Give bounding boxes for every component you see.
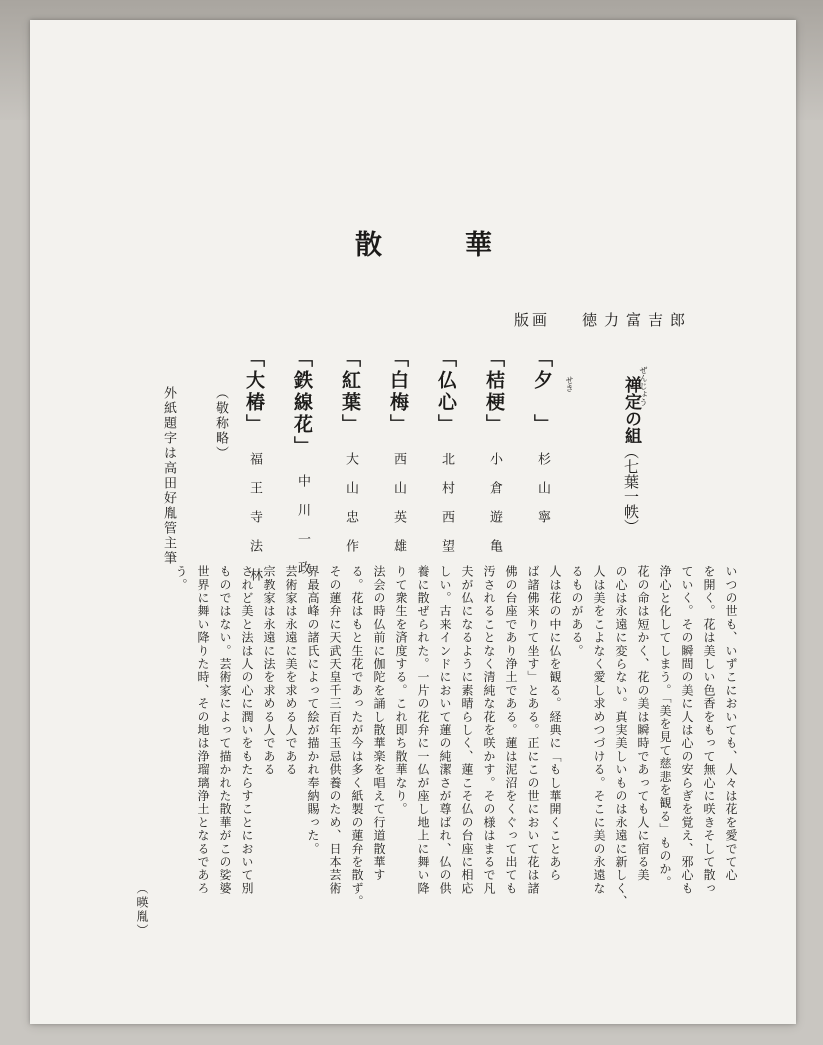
- essay-line: しい。古来インドにおいて蓮の純潔さが尊ばれ、仏の供: [438, 565, 452, 895]
- essay-line: 浄心と化してしまう。「美を見て慈悲を観る」ものか。: [658, 565, 672, 889]
- byline-role: 版画: [514, 311, 551, 329]
- paper-sheet: [30, 20, 796, 1024]
- page-title: 散 華: [355, 230, 520, 261]
- essay-line: 芸術家は永遠に美を求める人である: [284, 565, 298, 777]
- work-artist: 中川一政: [295, 474, 310, 590]
- essay-line: 宗教家は永遠に法を求める人である: [262, 565, 276, 777]
- work-ruby: せき: [565, 376, 574, 392]
- essay-line: りて衆生を済度する。これ即ち散華なり。: [394, 565, 408, 816]
- essay-line: されど美と法は人の心に潤いをもたらすことにおいて別: [240, 565, 254, 895]
- work-artist: 福王寺法林: [247, 452, 262, 597]
- works-list: [230, 348, 566, 597]
- signature: （暎胤）: [135, 882, 149, 938]
- set-name: 禅定の組: [621, 376, 641, 444]
- work-title: 「紅葉」: [339, 348, 361, 436]
- essay-line: を開く。花は美しい色香をもって無心に咲きそして散っ: [702, 565, 716, 895]
- essay-body: [170, 565, 742, 909]
- byline: [514, 309, 692, 330]
- essay-line: ていく。その瞬間の美に人は心の安らぎを覚え、邪心も: [680, 565, 694, 895]
- essay-line: 世界に舞い降りた時、その地は浄瑠璃浄土となるであろ: [196, 565, 210, 895]
- essay-line: るものがある。: [570, 565, 584, 658]
- work-title: 「大椿」: [243, 348, 265, 436]
- essay-line: 佛の台座であり浄土である。蓮は泥沼をくぐって出ても: [504, 565, 518, 895]
- essay-line: 汚されることなく清純な花を咲かす。その様はまるで凡: [482, 565, 496, 895]
- byline-artist: 徳力富吉郎: [582, 311, 693, 329]
- work-title: 「鉄線花」: [291, 348, 313, 458]
- essay-line: 界最高峰の諸氏によって絵が描かれ奉納賜った。: [306, 565, 320, 856]
- essay-line: 養に散ぜられた。一片の花弁に一仏が座し地上に舞い降: [416, 565, 430, 895]
- work-title: 「白梅」: [387, 348, 409, 436]
- essay-line: ものではない。芸術家によって描かれた散華がこの娑婆: [218, 565, 232, 895]
- essay-line: の心は永遠に変らない。真実美しいものは永遠に新しく、: [614, 565, 628, 909]
- set-ruby: ぜんじょう: [639, 366, 648, 406]
- work-artist: 北村西望: [439, 452, 454, 568]
- work-title: 「桔梗」: [483, 348, 505, 436]
- honorific-note: （敬称略）: [213, 386, 228, 461]
- calligraphy-credit: 外紙題字は高田好胤管主筆: [161, 386, 176, 566]
- work-artist: 西山英雄: [391, 452, 406, 568]
- work-title: 「夕 」: [531, 348, 553, 436]
- set-note: （七葉一帙）: [622, 444, 640, 534]
- essay-line: 法会の時仏前に伽陀を誦し散華楽を唱えて行道散華す: [372, 565, 386, 882]
- essay-line: ば諸佛来りて坐す」とある。正にこの世において花は諸: [526, 565, 540, 895]
- essay-line: その蓮弁に天武天皇千三百年玉忌供養のため、日本芸術: [328, 565, 342, 895]
- essay-line: 花の命は短かく、花の美は瞬時であっても人に宿る美: [636, 565, 650, 882]
- essay-line: 夫が仏になるように素晴らしく、蓮こそ仏の台座に相応: [460, 565, 474, 895]
- work-artist: 小倉遊亀: [487, 452, 502, 568]
- essay-line: る。花はもと生花であったが今は多く紙製の蓮弁を散ず。: [350, 565, 364, 909]
- essay-line: 人は花の中に仏を観る。経典に「もし華開くことあら: [548, 565, 562, 882]
- credit-block: [142, 386, 246, 566]
- work-title: 「仏心」: [435, 348, 457, 436]
- essay-line: う。: [174, 565, 188, 592]
- work-artist: 杉山寧: [535, 452, 550, 539]
- essay-line: 人は美をこよなく愛し求めつづける。そこに美の永遠な: [592, 565, 606, 895]
- work-artist: 大山忠作: [343, 452, 358, 568]
- essay-line: いつの世も、いずこにおいても、人々は花を愛でて心: [724, 565, 738, 882]
